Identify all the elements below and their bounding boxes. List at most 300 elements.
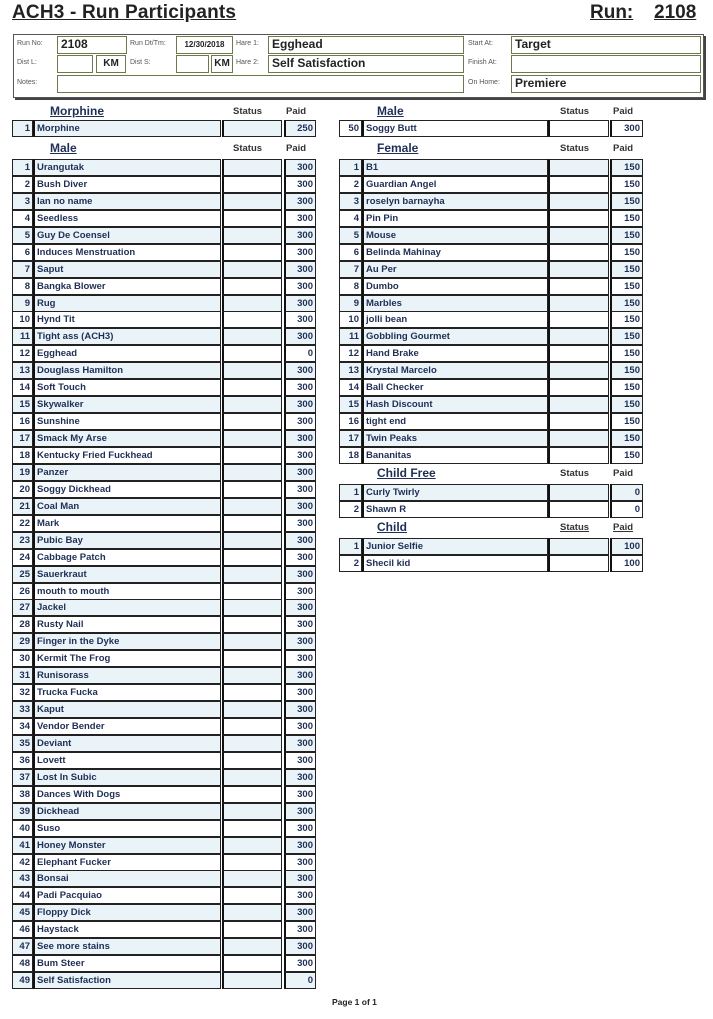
participant-name: Sunshine — [33, 413, 221, 430]
paid-amount: 150 — [610, 379, 643, 396]
participant-name: mouth to mouth — [33, 583, 221, 600]
status-cell — [222, 362, 282, 379]
status-cell — [548, 379, 609, 396]
paid-amount: 300 — [284, 532, 316, 549]
col-status: Status — [233, 106, 263, 117]
paid-amount: 250 — [284, 120, 316, 137]
col-paid: Paid — [613, 106, 634, 117]
row-number: 39 — [12, 803, 33, 820]
paid-amount: 300 — [284, 938, 316, 955]
row-number: 1 — [12, 120, 33, 137]
run-number: 2108 — [654, 2, 697, 23]
status-cell — [222, 701, 282, 718]
participant-name: Finger in the Dyke — [33, 633, 221, 650]
status-cell — [222, 566, 282, 583]
section-title-male: Male — [50, 141, 77, 155]
participant-name: Skywalker — [33, 396, 221, 413]
status-cell — [222, 532, 282, 549]
paid-amount: 300 — [284, 684, 316, 701]
row-number: 35 — [12, 735, 33, 752]
row-number: 41 — [12, 837, 33, 854]
participant-name: Kentucky Fried Fuckhead — [33, 447, 221, 464]
paid-amount: 300 — [284, 447, 316, 464]
status-cell — [222, 430, 282, 447]
status-cell — [222, 176, 282, 193]
participant-name: Urangutak — [33, 159, 221, 176]
participant-name: Haystack — [33, 921, 221, 938]
row-number: 40 — [12, 820, 33, 837]
dist-l-field[interactable] — [57, 55, 93, 73]
row-number: 32 — [12, 684, 33, 701]
row-number: 30 — [12, 650, 33, 667]
col-status: Status — [233, 143, 263, 154]
paid-amount: 300 — [284, 413, 316, 430]
status-cell — [222, 955, 282, 972]
row-number: 29 — [12, 633, 33, 650]
paid-amount: 300 — [284, 837, 316, 854]
col-status: Status — [560, 143, 590, 154]
participant-name: Vendor Bender — [33, 718, 221, 735]
participant-name: Au Per — [362, 261, 548, 278]
hare1-label: Hare 1: — [236, 40, 259, 47]
col-status: Status — [560, 522, 590, 533]
start-at-label: Start At: — [468, 40, 493, 47]
paid-amount: 300 — [284, 278, 316, 295]
row-number: 46 — [12, 921, 33, 938]
paid-amount: 100 — [610, 555, 643, 572]
paid-amount: 150 — [610, 244, 643, 261]
row-number: 2 — [12, 176, 33, 193]
row-number: 33 — [12, 701, 33, 718]
dist-l-label: Dist L: — [17, 59, 37, 66]
status-cell — [222, 803, 282, 820]
run-info-panel — [13, 34, 704, 98]
paid-amount: 300 — [284, 498, 316, 515]
col-paid: Paid — [286, 106, 307, 117]
section-title-female: Female — [377, 141, 419, 155]
status-cell — [222, 159, 282, 176]
row-number: 16 — [12, 413, 33, 430]
paid-amount: 300 — [284, 430, 316, 447]
participant-name: Twin Peaks — [362, 430, 548, 447]
paid-amount: 300 — [284, 583, 316, 600]
paid-amount: 300 — [284, 633, 316, 650]
paid-amount: 300 — [284, 481, 316, 498]
row-number: 5 — [12, 227, 33, 244]
participant-name: jolli bean — [362, 311, 548, 328]
paid-amount: 100 — [610, 538, 643, 555]
row-number: 15 — [12, 396, 33, 413]
participant-name: Junior Selfie — [362, 538, 548, 555]
row-number: 4 — [12, 210, 33, 227]
participant-name: Honey Monster — [33, 837, 221, 854]
status-cell — [222, 210, 282, 227]
run-dt-field[interactable]: 12/30/2018 — [176, 36, 233, 54]
row-number: 11 — [12, 328, 33, 345]
participant-name: Dumbo — [362, 278, 548, 295]
paid-amount: 150 — [610, 193, 643, 210]
participant-name: Jackel — [33, 599, 221, 616]
status-cell — [222, 972, 282, 989]
status-cell — [222, 667, 282, 684]
status-cell — [222, 887, 282, 904]
paid-amount: 300 — [284, 718, 316, 735]
status-cell — [548, 328, 609, 345]
status-cell — [548, 447, 609, 464]
row-number: 26 — [12, 583, 33, 600]
participant-name: Panzer — [33, 464, 221, 481]
participant-name: Soggy Butt — [362, 120, 548, 137]
hare2-label: Hare 2: — [236, 59, 259, 66]
row-number: 18 — [12, 447, 33, 464]
status-cell — [222, 120, 282, 137]
paid-amount: 300 — [284, 159, 316, 176]
on-home-field[interactable]: Premiere — [511, 75, 701, 93]
participant-name: Seedless — [33, 210, 221, 227]
participant-name: Dickhead — [33, 803, 221, 820]
participant-name: Deviant — [33, 735, 221, 752]
run-no-field[interactable]: 2108 — [57, 36, 127, 54]
status-cell — [548, 430, 609, 447]
paid-amount: 150 — [610, 362, 643, 379]
participant-name: Trucka Fucka — [33, 684, 221, 701]
status-cell — [222, 583, 282, 600]
paid-amount: 300 — [284, 549, 316, 566]
paid-amount: 300 — [284, 515, 316, 532]
paid-amount: 150 — [610, 210, 643, 227]
status-cell — [548, 538, 609, 555]
paid-amount: 300 — [284, 667, 316, 684]
section-title-male-2: Male — [377, 104, 404, 118]
participant-name: Self Satisfaction — [33, 972, 221, 989]
status-cell — [222, 769, 282, 786]
paid-amount: 150 — [610, 447, 643, 464]
paid-amount: 300 — [284, 227, 316, 244]
participant-name: Rug — [33, 295, 221, 312]
hare1-field[interactable]: Egghead — [268, 36, 464, 54]
on-home-label: On Home: — [468, 79, 500, 86]
row-number: 34 — [12, 718, 33, 735]
status-cell — [548, 311, 609, 328]
row-number: 10 — [339, 311, 362, 328]
status-cell — [222, 786, 282, 803]
participant-name: Shecil kid — [362, 555, 548, 572]
paid-amount: 300 — [284, 870, 316, 887]
paid-amount: 150 — [610, 227, 643, 244]
paid-amount: 150 — [610, 328, 643, 345]
status-cell — [548, 413, 609, 430]
row-number: 22 — [12, 515, 33, 532]
status-cell — [222, 379, 282, 396]
status-cell — [222, 295, 282, 312]
notes-label: Notes: — [17, 79, 38, 86]
row-number: 7 — [12, 261, 33, 278]
participant-name: Gobbling Gourmet — [362, 328, 548, 345]
status-cell — [548, 278, 609, 295]
participant-name: Egghead — [33, 345, 221, 362]
participant-name: Elephant Fucker — [33, 854, 221, 871]
row-number: 1 — [339, 159, 362, 176]
participant-name: Bush Diver — [33, 176, 221, 193]
status-cell — [548, 210, 609, 227]
paid-amount: 0 — [284, 345, 316, 362]
row-number: 15 — [339, 396, 362, 413]
status-cell — [222, 904, 282, 921]
participant-name: Lost In Subic — [33, 769, 221, 786]
participant-name: Lovett — [33, 752, 221, 769]
notes-field[interactable] — [57, 75, 464, 93]
participant-name: Bananitas — [362, 447, 548, 464]
paid-amount: 300 — [284, 295, 316, 312]
status-cell — [222, 718, 282, 735]
finish-at-label: Finish At: — [468, 59, 497, 66]
row-number: 1 — [339, 484, 362, 501]
paid-amount: 150 — [610, 278, 643, 295]
participant-name: Coal Man — [33, 498, 221, 515]
paid-amount: 150 — [610, 345, 643, 362]
row-number: 45 — [12, 904, 33, 921]
col-paid: Paid — [613, 468, 634, 479]
paid-amount: 0 — [610, 501, 643, 518]
row-number: 11 — [339, 328, 362, 345]
participant-name: Mouse — [362, 227, 548, 244]
participant-name: roselyn barnayha — [362, 193, 548, 210]
row-number: 3 — [12, 193, 33, 210]
status-cell — [222, 193, 282, 210]
paid-amount: 300 — [284, 650, 316, 667]
status-cell — [222, 464, 282, 481]
participant-name: Morphine — [33, 120, 221, 137]
participant-name: Runisorass — [33, 667, 221, 684]
participant-name: Krystal Marcelo — [362, 362, 548, 379]
paid-amount: 300 — [284, 752, 316, 769]
row-number: 8 — [12, 278, 33, 295]
paid-amount: 300 — [284, 887, 316, 904]
participant-name: See more stains — [33, 938, 221, 955]
status-cell — [222, 261, 282, 278]
participant-name: Pin Pin — [362, 210, 548, 227]
status-cell — [548, 193, 609, 210]
status-cell — [548, 261, 609, 278]
run-label: Run: — [590, 2, 634, 23]
participant-name: Curly Twirly — [362, 484, 548, 501]
status-cell — [548, 484, 609, 501]
status-cell — [548, 176, 609, 193]
paid-amount: 300 — [610, 120, 643, 137]
participant-name: Bangka Blower — [33, 278, 221, 295]
row-number: 1 — [339, 538, 362, 555]
participant-name: Ian no name — [33, 193, 221, 210]
paid-amount: 300 — [284, 244, 316, 261]
row-number: 47 — [12, 938, 33, 955]
participant-name: Guardian Angel — [362, 176, 548, 193]
row-number: 6 — [339, 244, 362, 261]
status-cell — [548, 555, 609, 572]
paid-amount: 0 — [284, 972, 316, 989]
col-paid: Paid — [286, 143, 307, 154]
row-number: 19 — [12, 464, 33, 481]
paid-amount: 300 — [284, 362, 316, 379]
row-number: 13 — [12, 362, 33, 379]
paid-amount: 300 — [284, 261, 316, 278]
row-number: 8 — [339, 278, 362, 295]
status-cell — [222, 633, 282, 650]
status-cell — [222, 345, 282, 362]
status-cell — [222, 921, 282, 938]
paid-amount: 300 — [284, 193, 316, 210]
participant-name: Ball Checker — [362, 379, 548, 396]
row-number: 6 — [12, 244, 33, 261]
paid-amount: 300 — [284, 464, 316, 481]
section-title-child: Child — [377, 520, 407, 534]
participant-name: tight end — [362, 413, 548, 430]
row-number: 36 — [12, 752, 33, 769]
paid-amount: 300 — [284, 854, 316, 871]
paid-amount: 300 — [284, 379, 316, 396]
row-number: 49 — [12, 972, 33, 989]
row-number: 27 — [12, 599, 33, 616]
row-number: 21 — [12, 498, 33, 515]
row-number: 7 — [339, 261, 362, 278]
paid-amount: 300 — [284, 616, 316, 633]
participant-name: Dances With Dogs — [33, 786, 221, 803]
paid-amount: 150 — [610, 396, 643, 413]
status-cell — [548, 120, 609, 137]
participant-name: Kermit The Frog — [33, 650, 221, 667]
row-number: 24 — [12, 549, 33, 566]
paid-amount: 300 — [284, 735, 316, 752]
participant-name: Hand Brake — [362, 345, 548, 362]
paid-amount: 300 — [284, 701, 316, 718]
paid-amount: 300 — [284, 820, 316, 837]
status-cell — [222, 854, 282, 871]
dist-s-label: Dist S: — [130, 59, 151, 66]
participant-name: Cabbage Patch — [33, 549, 221, 566]
status-cell — [222, 837, 282, 854]
status-cell — [222, 498, 282, 515]
paid-amount: 150 — [610, 311, 643, 328]
participant-name: Shawn R — [362, 501, 548, 518]
run-no-label: Run No: — [17, 40, 43, 47]
paid-amount: 300 — [284, 210, 316, 227]
row-number: 37 — [12, 769, 33, 786]
col-paid: Paid — [613, 143, 634, 154]
row-number: 48 — [12, 955, 33, 972]
paid-amount: 150 — [610, 430, 643, 447]
status-cell — [222, 328, 282, 345]
status-cell — [222, 616, 282, 633]
row-number: 12 — [339, 345, 362, 362]
paid-amount: 300 — [284, 921, 316, 938]
status-cell — [548, 345, 609, 362]
status-cell — [222, 515, 282, 532]
status-cell — [222, 650, 282, 667]
row-number: 14 — [339, 379, 362, 396]
row-number: 31 — [12, 667, 33, 684]
row-number: 12 — [12, 345, 33, 362]
col-paid: Paid — [613, 522, 634, 533]
row-number: 42 — [12, 854, 33, 871]
status-cell — [222, 870, 282, 887]
paid-amount: 300 — [284, 328, 316, 345]
row-number: 17 — [12, 430, 33, 447]
row-number: 2 — [339, 176, 362, 193]
paid-amount: 300 — [284, 955, 316, 972]
row-number: 23 — [12, 532, 33, 549]
status-cell — [222, 820, 282, 837]
participant-name: Smack My Arse — [33, 430, 221, 447]
row-number: 2 — [339, 501, 362, 518]
participant-name: B1 — [362, 159, 548, 176]
row-number: 18 — [339, 447, 362, 464]
paid-amount: 300 — [284, 311, 316, 328]
participant-name: Marbles — [362, 295, 548, 312]
section-title-morphine: Morphine — [50, 104, 104, 118]
paid-amount: 150 — [610, 295, 643, 312]
col-status: Status — [560, 468, 590, 479]
participant-name: Bonsai — [33, 870, 221, 887]
hare2-field[interactable]: Self Satisfaction — [268, 55, 464, 73]
row-number: 13 — [339, 362, 362, 379]
paid-amount: 300 — [284, 396, 316, 413]
paid-amount: 300 — [284, 786, 316, 803]
participant-name: Douglass Hamilton — [33, 362, 221, 379]
row-number: 28 — [12, 616, 33, 633]
participant-name: Sauerkraut — [33, 566, 221, 583]
status-cell — [222, 278, 282, 295]
participant-name: Suso — [33, 820, 221, 837]
finish-at-field[interactable] — [511, 55, 701, 73]
row-number: 9 — [339, 295, 362, 312]
status-cell — [222, 244, 282, 261]
paid-amount: 300 — [284, 803, 316, 820]
participant-name: Hynd Tit — [33, 311, 221, 328]
participant-name: Floppy Dick — [33, 904, 221, 921]
participant-name: Mark — [33, 515, 221, 532]
row-number: 43 — [12, 870, 33, 887]
status-cell — [548, 227, 609, 244]
page-number: Page 1 of 1 — [332, 997, 377, 1007]
status-cell — [222, 684, 282, 701]
participant-name: Soft Touch — [33, 379, 221, 396]
paid-amount: 150 — [610, 261, 643, 278]
participant-name: Pubic Bay — [33, 532, 221, 549]
dist-l-unit: KM — [96, 55, 126, 73]
status-cell — [548, 159, 609, 176]
status-cell — [222, 227, 282, 244]
row-number: 16 — [339, 413, 362, 430]
start-at-field[interactable]: Target — [511, 36, 701, 54]
status-cell — [548, 244, 609, 261]
participant-name: Padi Pacquiao — [33, 887, 221, 904]
paid-amount: 0 — [610, 484, 643, 501]
section-title-child-free: Child Free — [377, 466, 436, 480]
participant-name: Hash Discount — [362, 396, 548, 413]
dist-s-field[interactable] — [176, 55, 209, 73]
participant-name: Soggy Dickhead — [33, 481, 221, 498]
participant-name: Induces Menstruation — [33, 244, 221, 261]
status-cell — [222, 735, 282, 752]
participant-name: Belinda Mahinay — [362, 244, 548, 261]
participant-name: Rusty Nail — [33, 616, 221, 633]
participant-name: Tight ass (ACH3) — [33, 328, 221, 345]
status-cell — [548, 501, 609, 518]
participant-name: Saput — [33, 261, 221, 278]
status-cell — [222, 413, 282, 430]
participant-name: Bum Steer — [33, 955, 221, 972]
row-number: 50 — [339, 120, 362, 137]
row-number: 20 — [12, 481, 33, 498]
